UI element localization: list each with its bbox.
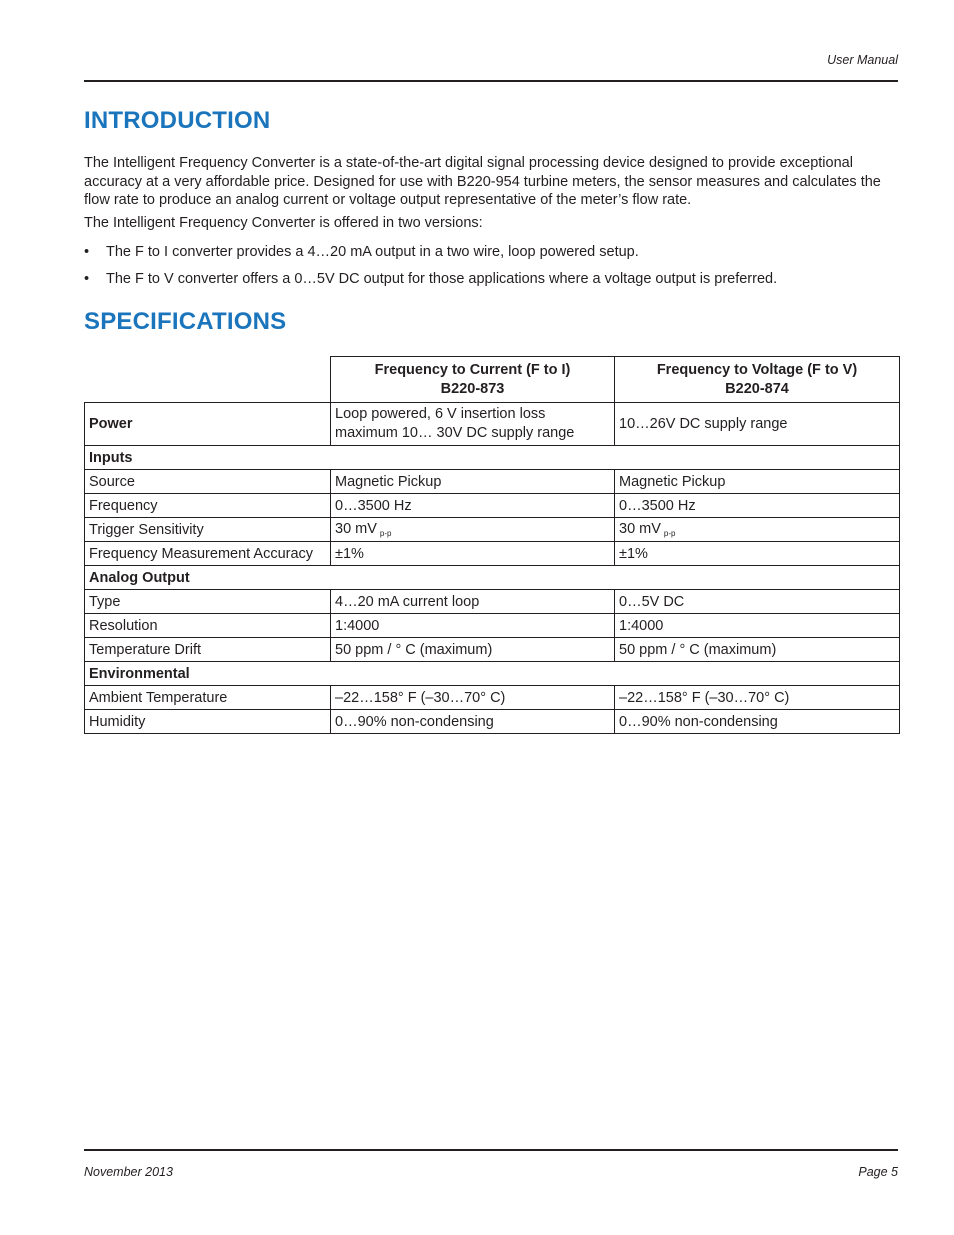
cell-fv: 0…5V DC [615,590,900,614]
cell-value: 30 mV [335,521,377,537]
blank-header-cell [85,357,331,403]
cell-line: Loop powered, 6 V insertion loss [335,406,546,422]
table-row [85,710,900,734]
cell-fi: 4…20 mA current loop [331,590,615,614]
cell-line: maximum 10… 30V DC supply range [335,425,575,441]
table-row [85,590,900,614]
row-label: Frequency [85,494,331,518]
specifications-heading: SPECIFICATIONS [84,308,287,335]
cell-subscript: p-p [663,529,676,538]
table-row [85,638,900,662]
cell-value: 30 mV [619,521,661,537]
row-label: Temperature Drift [85,638,331,662]
row-label-power: Power [85,403,331,446]
table-row [85,686,900,710]
cell-fv: 0…90% non-condensing [615,710,900,734]
list-item-text: The F to I converter provides a 4…20 mA output in a two wire, loop powered setup. [106,244,639,260]
table-row [85,614,900,638]
table-header-row [85,357,900,403]
column-model: B220-874 [725,380,789,397]
cell-fi: –22…158° F (–30…70° C) [331,686,615,710]
intro-paragraph-2: The Intelligent Frequency Converter is offered in two versions: [84,215,483,231]
table-group-row [85,446,900,470]
bullet-icon: • [84,244,90,260]
row-label: Ambient Temperature [85,686,331,710]
table-row [85,470,900,494]
column-title: Frequency to Voltage (F to V) [656,361,858,378]
cell-fv: 0…3500 Hz [615,494,900,518]
table-row [85,494,900,518]
cell-fi: Magnetic Pickup [331,470,615,494]
group-label-inputs: Inputs [85,446,900,470]
cell-fv: 50 ppm / ° C (maximum) [615,638,900,662]
cell-fv: Magnetic Pickup [615,470,900,494]
intro-paragraph-1: The Intelligent Frequency Converter is a state-of-the-art digital signal processing device designed to provide exceptional accuracy at a very affordable price. Designed for use with B220-954 turbine meters, the sensor measures and calculates the flow rate to produce an analog current or voltage output representative of the meter’s flow rate. [84,155,881,208]
cell-fv: 1:4000 [615,614,900,638]
cell-fi: ±1% [331,542,615,566]
header-rule [84,80,898,82]
cell-fi: 1:4000 [331,614,615,638]
column-header-f-to-i [331,357,615,403]
row-label: Type [85,590,331,614]
cell-fi: 50 ppm / ° C (maximum) [331,638,615,662]
footer-rule [84,1149,898,1151]
column-title: Frequency to Current (F to I) [374,361,571,378]
group-label-environmental: Environmental [85,662,900,686]
cell-fi [331,518,615,542]
cell-fi: 0…3500 Hz [331,494,615,518]
cell-subscript: p-p [379,529,392,538]
column-header-f-to-v [615,357,900,403]
table-group-row [85,566,900,590]
table-group-row [85,662,900,686]
table-row [85,518,900,542]
row-label: Frequency Measurement Accuracy [85,542,331,566]
row-label: Source [85,470,331,494]
specifications-table [84,356,900,734]
table-row [85,542,900,566]
bullet-icon: • [84,271,90,287]
cell-fv: ±1% [615,542,900,566]
header-label: User Manual [827,53,898,67]
cell-fi [331,403,615,446]
table-row [85,403,900,446]
cell-fv: –22…158° F (–30…70° C) [615,686,900,710]
row-label: Trigger Sensitivity [85,518,331,542]
cell-fv [615,518,900,542]
column-model: B220-873 [440,380,505,397]
cell-fi: 0…90% non-condensing [331,710,615,734]
row-label: Humidity [85,710,331,734]
introduction-heading: INTRODUCTION [84,107,271,134]
footer-date: November 2013 [84,1165,173,1179]
group-label-analog-output: Analog Output [85,566,900,590]
cell-fv: 10…26V DC supply range [615,403,900,446]
page-number: Page 5 [858,1165,898,1179]
row-label: Resolution [85,614,331,638]
list-item-text: The F to V converter offers a 0…5V DC output for those applications where a voltage output is preferred. [106,271,778,287]
